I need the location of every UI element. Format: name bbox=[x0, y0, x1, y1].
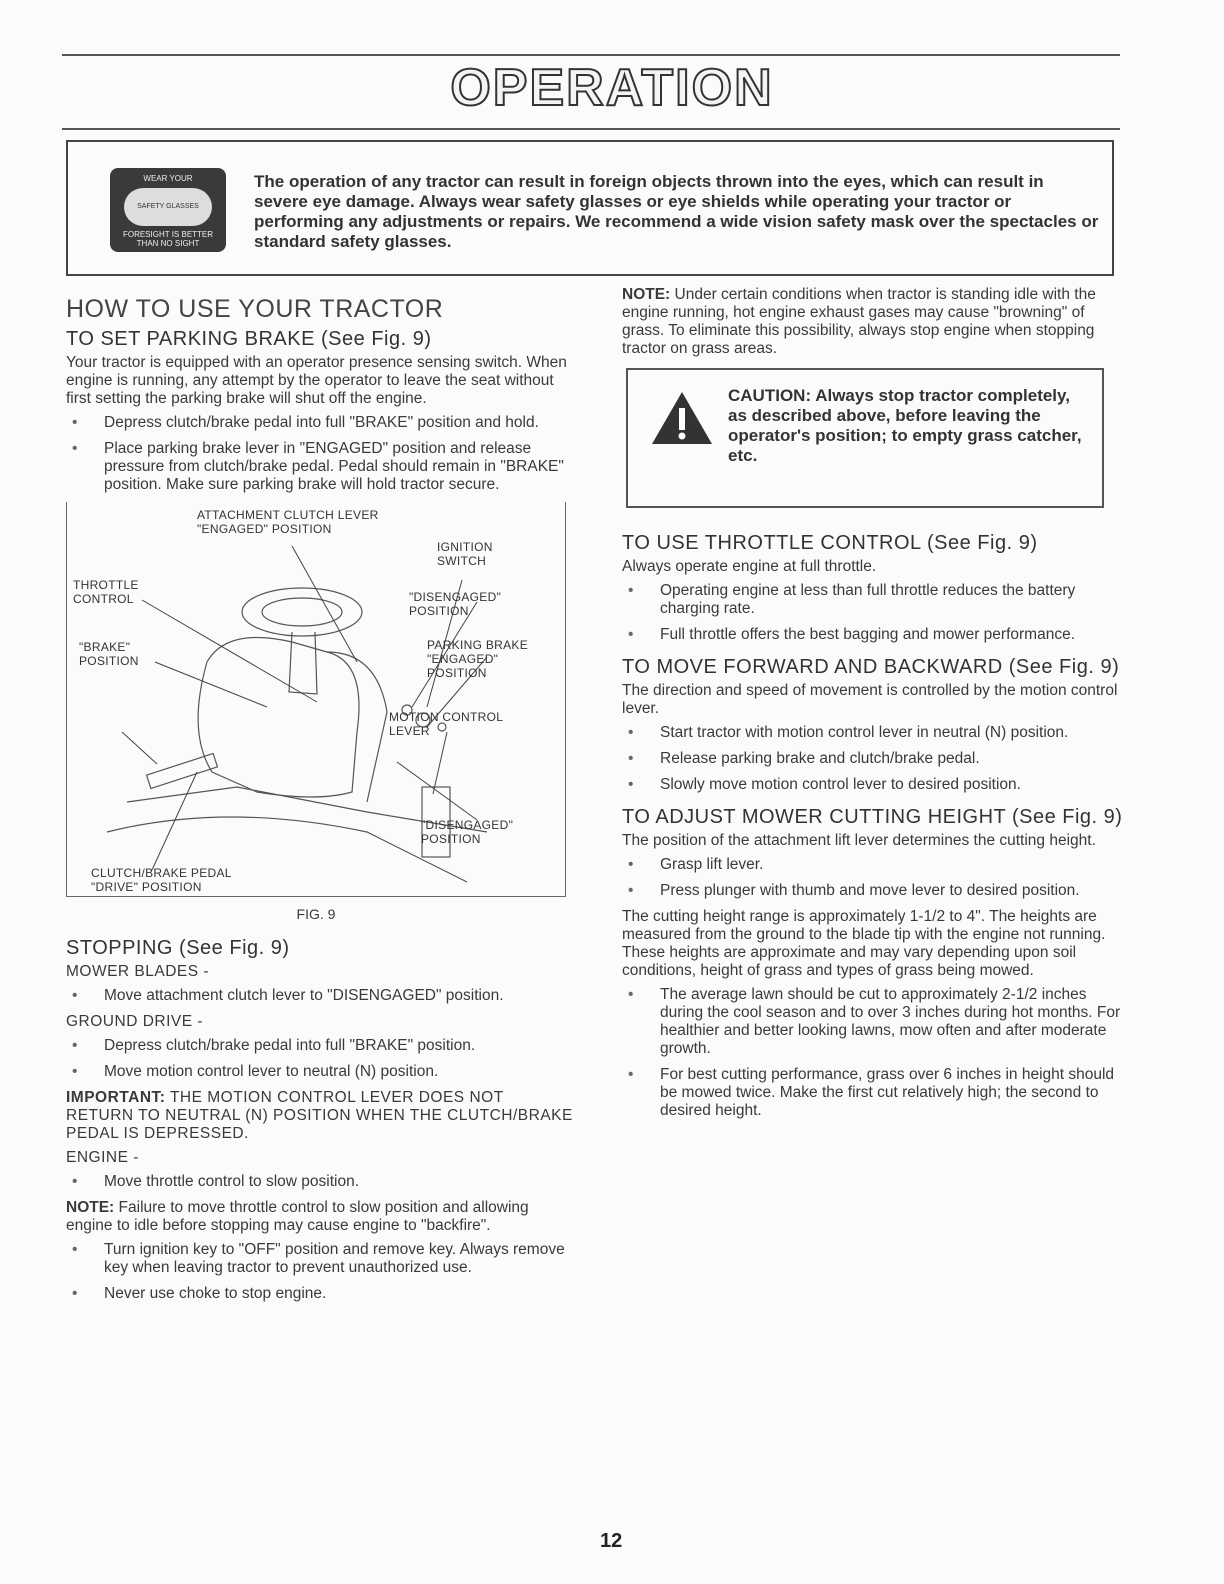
clutch-pedal-shape bbox=[147, 754, 218, 789]
note-label: NOTE: bbox=[66, 1199, 115, 1216]
label-ignition-switch: IGNITION SWITCH bbox=[437, 540, 493, 568]
parking-bullets bbox=[66, 414, 574, 494]
list-item: • Operating engine at less than full throttle reduces the battery charging rate. bbox=[622, 582, 1130, 618]
steering-column-shape bbox=[289, 632, 317, 694]
note-label: NOTE: bbox=[622, 286, 671, 303]
left-column bbox=[66, 295, 574, 1311]
right-column bbox=[622, 286, 1130, 1128]
label-clutch-brake-pedal: CLUTCH/BRAKE PEDAL "DRIVE" POSITION bbox=[91, 866, 232, 894]
title-underline bbox=[62, 128, 1120, 130]
mower-blades-bullets bbox=[66, 987, 574, 1005]
top-rule bbox=[62, 54, 1120, 56]
caution-box bbox=[626, 368, 1104, 508]
list-item: • Grasp lift lever. bbox=[622, 856, 1130, 874]
list-item: • Turn ignition key to "OFF" position and remove key. Always remove key when leaving tractor to prevent unauthorized use. bbox=[66, 1241, 574, 1277]
browning-note-text: Under certain conditions when tractor is standing idle with the engine running, hot engine exhaust gases may cause "browning" of grass. To eliminate this possibility, always stop engine when stopping tractor on grass areas. bbox=[622, 286, 1096, 357]
cutting-height-heading: TO ADJUST MOWER CUTTING HEIGHT (See Fig. 9) bbox=[622, 806, 1123, 828]
list-item: • Move motion control lever to neutral (N) position. bbox=[66, 1063, 574, 1081]
figure-caption: FIG. 9 bbox=[296, 906, 336, 922]
engine-bullets bbox=[66, 1173, 574, 1191]
backfire-note bbox=[66, 1199, 574, 1235]
badge-bottom-text: FORESIGHT IS BETTER THAN NO SIGHT bbox=[122, 230, 214, 248]
browning-note bbox=[622, 286, 1130, 358]
safety-warning-text: The operation of any tractor can result in foreign objects thrown into the eyes, which can result in severe eye damage. Always wear safety glasses or eye shields while operating your tractor or performing any adjustments or repairs. We recommend a wide vision safety mask over the spectacles or standard safety glasses. bbox=[254, 172, 1099, 251]
caution-text: CAUTION: Always stop tractor completely, as described above, before leaving the operator's position; to empty grass catcher, etc. bbox=[728, 386, 1082, 465]
ground-drive-bullets bbox=[66, 1037, 574, 1081]
list-item: • For best cutting performance, grass over 6 inches in height should be mowed twice. Make the first cut relatively high; the second to desired height. bbox=[622, 1066, 1130, 1120]
note-text: Failure to move throttle control to slow position and allowing engine to idle before stopping may cause engine to "backfire". bbox=[66, 1199, 529, 1234]
parking-intro: Your tractor is equipped with an operator presence sensing switch. When engine is running, any attempt by the operator to leave the seat without first setting the parking brake will shut off the engine. bbox=[66, 354, 567, 407]
label-throttle-control: THROTTLE CONTROL bbox=[73, 578, 139, 606]
engine-label: ENGINE - bbox=[66, 1149, 139, 1166]
list-item: • Depress clutch/brake pedal into full "BRAKE" position and hold. bbox=[66, 414, 574, 432]
important-note bbox=[66, 1089, 574, 1143]
page-title: OPERATION bbox=[450, 59, 774, 117]
cutting-height-bullets-2 bbox=[622, 986, 1130, 1120]
dash-body-shape bbox=[198, 638, 359, 798]
cutting-height-intro: The position of the attachment lift lever determines the cutting height. bbox=[622, 832, 1096, 849]
cutting-height-paragraph: The cutting height range is approximately 1-1/2 to 4". The heights are measured from the ground to the blade tip with the engine not running. These heights are approximate and may vary depending upon soil conditions, height of grass and types of grass being mowed. bbox=[622, 908, 1106, 979]
ground-drive-label: GROUND DRIVE - bbox=[66, 1013, 204, 1030]
list-item: • Never use choke to stop engine. bbox=[66, 1285, 574, 1303]
caution-triangle-icon bbox=[650, 390, 714, 446]
figure-9-diagram bbox=[66, 502, 566, 897]
label-disengaged-position-lower: "DISENGAGED" POSITION bbox=[421, 818, 514, 846]
badge-top-text: WEAR YOUR bbox=[143, 174, 193, 183]
list-item: • The average lawn should be cut to approximately 2-1/2 inches during the cool season and to over 3 inches during hot months. For healthier and better looking lawns, mow often and after moderate growth. bbox=[622, 986, 1130, 1058]
safety-glasses-icon: SAFETY GLASSES bbox=[124, 188, 212, 226]
safety-glasses-badge bbox=[110, 168, 226, 252]
throttle-heading: TO USE THROTTLE CONTROL (See Fig. 9) bbox=[622, 532, 1038, 554]
throttle-intro: Always operate engine at full throttle. bbox=[622, 558, 877, 575]
mower-blades-label: MOWER BLADES - bbox=[66, 963, 210, 980]
how-to-use-heading: HOW TO USE YOUR TRACTOR bbox=[66, 295, 444, 323]
parking-brake-heading: TO SET PARKING BRAKE (See Fig. 9) bbox=[66, 328, 432, 350]
important-text: THE MOTION CONTROL LEVER DOES NOT RETURN TO NEUTRAL (N) POSITION WHEN THE CLUTCH/BRAKE PEDAL IS DEPRESSED. bbox=[66, 1089, 573, 1142]
important-label: IMPORTANT: bbox=[66, 1089, 166, 1106]
list-item: • Place parking brake lever in "ENGAGED" position and release pressure from clutch/brake pedal. Pedal should remain in "BRAKE" position. Make sure parking brake will hold tractor secure. bbox=[66, 440, 574, 494]
list-item: • Move attachment clutch lever to "DISENGAGED" position. bbox=[66, 987, 574, 1005]
label-brake-position: "BRAKE" POSITION bbox=[79, 640, 139, 668]
list-item: • Start tractor with motion control lever in neutral (N) position. bbox=[622, 724, 1130, 742]
steering-wheel-shape bbox=[242, 588, 362, 636]
page-number: 12 bbox=[600, 1530, 623, 1552]
list-item: • Full throttle offers the best bagging and mower performance. bbox=[622, 626, 1130, 644]
move-intro: The direction and speed of movement is controlled by the motion control lever. bbox=[622, 682, 1118, 717]
move-bullets bbox=[622, 724, 1130, 794]
list-item: • Slowly move motion control lever to desired position. bbox=[622, 776, 1130, 794]
final-bullets bbox=[66, 1241, 574, 1303]
move-heading: TO MOVE FORWARD AND BACKWARD (See Fig. 9) bbox=[622, 656, 1120, 678]
list-item: • Move throttle control to slow position. bbox=[66, 1173, 574, 1191]
cutting-height-bullets bbox=[622, 856, 1130, 900]
list-item: • Depress clutch/brake pedal into full "BRAKE" position. bbox=[66, 1037, 574, 1055]
label-motion-control-lever: MOTION CONTROL LEVER bbox=[389, 710, 504, 738]
safety-warning-box bbox=[66, 140, 1114, 276]
label-disengaged-position: "DISENGAGED" POSITION bbox=[409, 590, 502, 618]
label-parking-brake: PARKING BRAKE "ENGAGED" POSITION bbox=[427, 638, 529, 680]
stopping-heading: STOPPING (See Fig. 9) bbox=[66, 937, 290, 959]
list-item: • Press plunger with thumb and move lever to desired position. bbox=[622, 882, 1130, 900]
label-attachment-clutch: ATTACHMENT CLUTCH LEVER "ENGAGED" POSITION bbox=[197, 508, 379, 536]
list-item: • Release parking brake and clutch/brake pedal. bbox=[622, 750, 1130, 768]
throttle-bullets bbox=[622, 582, 1130, 644]
